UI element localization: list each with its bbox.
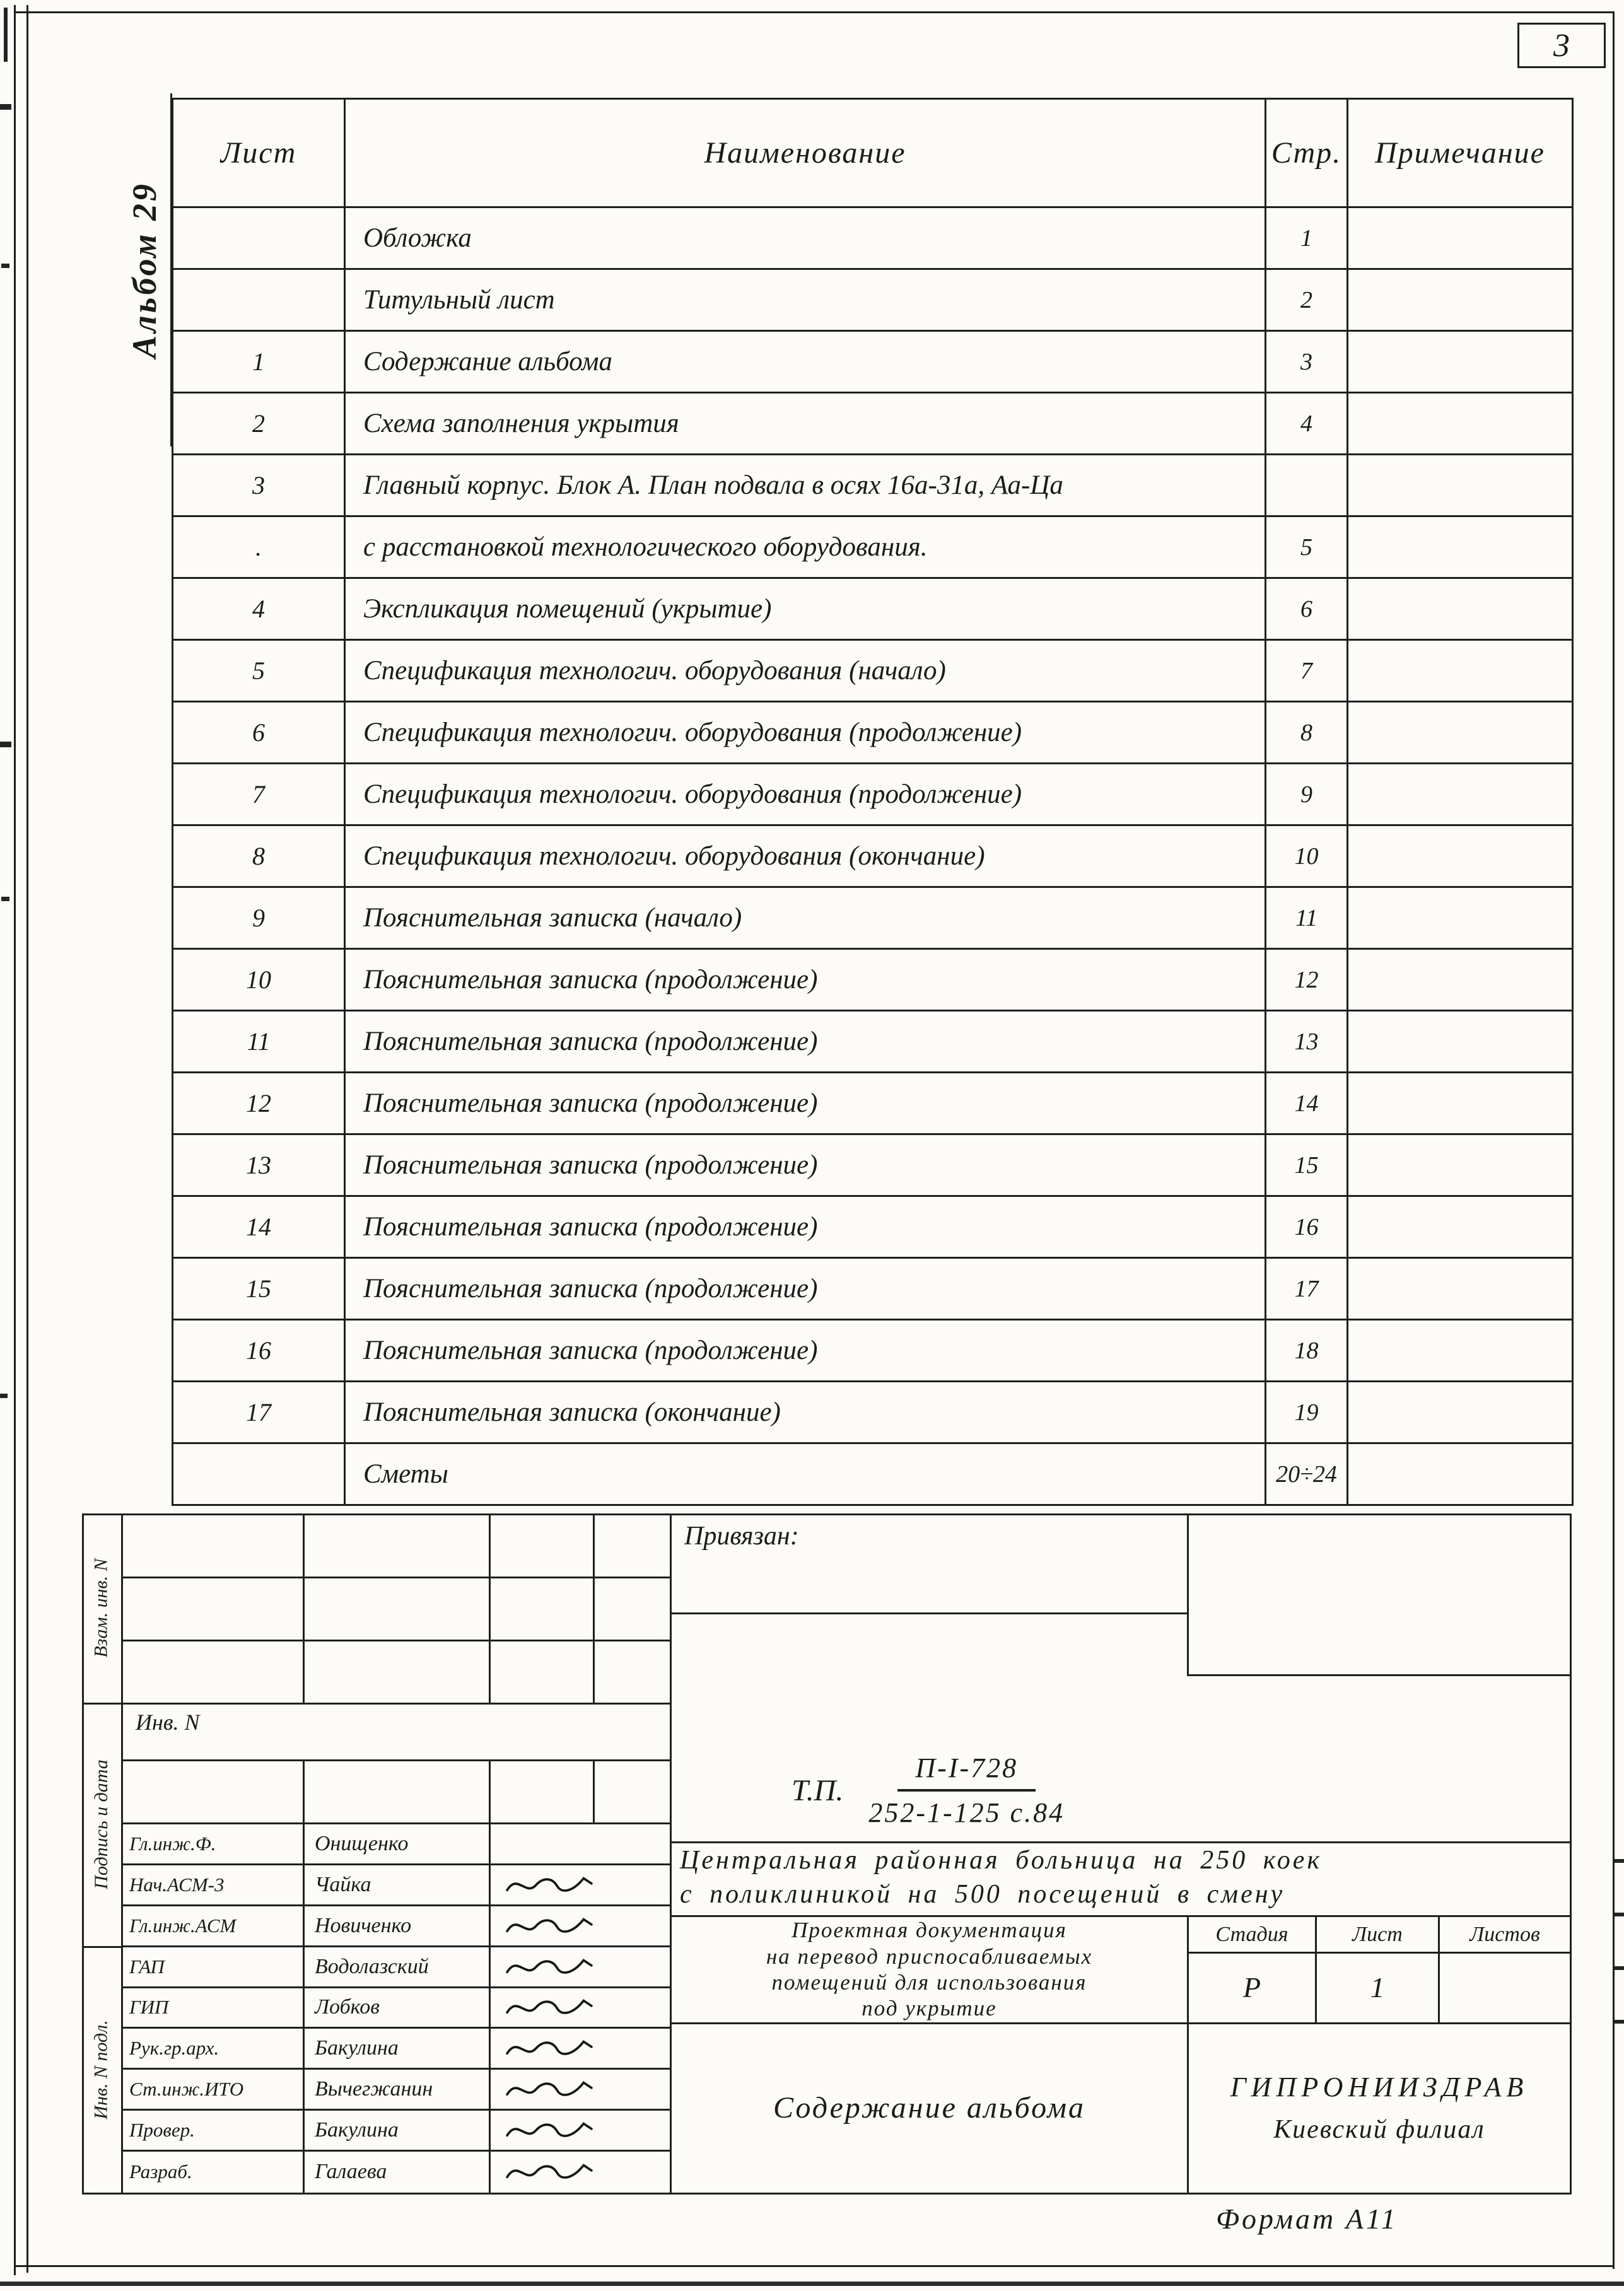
toc-row xyxy=(173,887,1573,949)
signature-cell xyxy=(491,2029,670,2068)
tp-label: Т.П. xyxy=(792,1773,844,1807)
frame-left-inner xyxy=(26,5,28,2273)
scan-mark xyxy=(0,1394,8,1398)
divider-line xyxy=(82,1513,1572,1515)
toc-cell-note xyxy=(1348,455,1573,516)
toc-cell-page: 7 xyxy=(1266,640,1348,702)
signature-name: Галаева xyxy=(305,2152,491,2193)
frame-top xyxy=(14,11,1615,13)
toc-row xyxy=(173,702,1573,764)
toc-cell-sheet: 3 xyxy=(173,455,345,516)
tp-denominator: 252-1-125 с.84 xyxy=(868,1797,1065,1828)
divider-line xyxy=(670,1841,1572,1843)
scan-mark xyxy=(1615,1966,1624,1970)
toc-cell-sheet xyxy=(173,207,345,269)
signature-mark-icon xyxy=(502,1952,597,1981)
toc-row xyxy=(173,1011,1573,1073)
signature-role: Гл.инж.Ф. xyxy=(123,1824,305,1863)
scan-mark xyxy=(1615,2020,1624,2024)
side-label-vzam-text: Взам. инв. N xyxy=(91,1558,112,1658)
doc-description-line: под укрытие xyxy=(862,1996,997,2021)
signature-name: Бакулина xyxy=(305,2111,491,2150)
signature-mark-icon xyxy=(502,2157,597,2186)
toc-header-row xyxy=(173,99,1573,207)
signature-row xyxy=(123,1906,670,1947)
signature-role: Нач.АСМ-3 xyxy=(123,1865,305,1904)
toc-row xyxy=(173,393,1573,455)
signature-cell xyxy=(491,1865,670,1904)
page-number-box xyxy=(1517,23,1606,68)
toc-cell-note xyxy=(1348,1196,1573,1258)
toc-cell-note xyxy=(1348,516,1573,578)
signature-name: Водолазский xyxy=(305,1947,491,1986)
signature-cell xyxy=(491,2070,670,2109)
toc-cell-page: 2 xyxy=(1266,269,1348,331)
toc-cell-sheet: 6 xyxy=(173,702,345,764)
toc-header-page: Стр. xyxy=(1266,99,1348,207)
sheets-value xyxy=(1440,1954,1570,2020)
toc-cell-sheet: 11 xyxy=(173,1011,345,1073)
toc-cell-sheet: 10 xyxy=(173,949,345,1011)
toc-cell-sheet: 9 xyxy=(173,887,345,949)
toc-cell-page: 14 xyxy=(1266,1073,1348,1134)
toc-cell-note xyxy=(1348,393,1573,455)
signature-name: Новиченко xyxy=(305,1906,491,1945)
project-title-line2: с поликлиникой на 500 посещений в смену xyxy=(680,1880,1285,1909)
toc-cell-sheet: 17 xyxy=(173,1382,345,1443)
doc-description-line: помещений для использования xyxy=(771,1970,1087,1995)
divider-line xyxy=(489,1759,491,1822)
toc-cell-name: Обложка xyxy=(345,207,1266,269)
toc-row xyxy=(173,1382,1573,1443)
stage-value: Р xyxy=(1242,1971,1261,2003)
toc-cell-name: Спецификация технологич. оборудования (продолжение) xyxy=(345,702,1266,764)
divider-line xyxy=(593,1513,595,1703)
toc-cell-note xyxy=(1348,1011,1573,1073)
divider-line xyxy=(1570,1513,1572,2195)
page-number: 3 xyxy=(1553,27,1570,64)
signature-role: ГАП xyxy=(123,1947,305,1986)
signature-role: Рук.гр.арх. xyxy=(123,2029,305,2068)
frame-bottom xyxy=(14,2265,1615,2267)
toc-row xyxy=(173,455,1573,516)
toc-cell-name: Пояснительная записка (начало) xyxy=(345,887,1266,949)
toc-cell-page: 18 xyxy=(1266,1320,1348,1382)
signature-name: Онищенко xyxy=(305,1824,491,1863)
toc-cell-sheet: 4 xyxy=(173,578,345,640)
toc-cell-note xyxy=(1348,1382,1573,1443)
side-label-podpis xyxy=(82,1703,121,1946)
doc-description xyxy=(672,1918,1187,2020)
toc-row xyxy=(173,764,1573,825)
toc-cell-sheet: 8 xyxy=(173,825,345,887)
sheet-header: Лист xyxy=(1352,1922,1403,1946)
toc-cell-sheet: 5 xyxy=(173,640,345,702)
toc-header-note: Примечание xyxy=(1348,99,1573,207)
toc-body xyxy=(173,207,1573,1505)
toc-cell-page: 3 xyxy=(1266,331,1348,393)
toc-cell-name: Пояснительная записка (продолжение) xyxy=(345,1011,1266,1073)
toc-cell-page: 12 xyxy=(1266,949,1348,1011)
toc-header-sheet: Лист xyxy=(173,99,345,207)
signature-role: ГИП xyxy=(123,1988,305,2027)
toc-cell-note xyxy=(1348,1320,1573,1382)
signature-cell xyxy=(491,2111,670,2150)
toc-cell-name: Пояснительная записка (окончание) xyxy=(345,1382,1266,1443)
toc-cell-page: 9 xyxy=(1266,764,1348,825)
frame-right xyxy=(1613,11,1615,2269)
divider-line xyxy=(1187,1513,1189,1676)
toc-cell-page: 5 xyxy=(1266,516,1348,578)
signature-name: Лобков xyxy=(305,1988,491,2027)
toc-cell-note xyxy=(1348,949,1573,1011)
toc-cell-sheet xyxy=(173,1443,345,1505)
toc-cell-name: Пояснительная записка (продолжение) xyxy=(345,1258,1266,1320)
toc-table xyxy=(172,98,1574,1506)
toc-cell-name: Пояснительная записка (продолжение) xyxy=(345,949,1266,1011)
doc-description-line: Проектная документация xyxy=(792,1918,1067,1943)
toc-cell-sheet: 14 xyxy=(173,1196,345,1258)
toc-row xyxy=(173,207,1573,269)
divider-line xyxy=(670,1612,1187,1614)
toc-cell-name: Сметы xyxy=(345,1443,1266,1505)
toc-cell-note xyxy=(1348,702,1573,764)
side-label-inv-text: Инв. N подл. xyxy=(91,2019,112,2119)
toc-cell-page: 15 xyxy=(1266,1134,1348,1196)
toc-cell-name: Пояснительная записка (продолжение) xyxy=(345,1134,1266,1196)
signature-mark-icon xyxy=(502,1870,597,1899)
divider-line xyxy=(303,1513,305,1703)
signature-role: Провер. xyxy=(123,2111,305,2150)
signature-mark-icon xyxy=(502,2034,597,2063)
signature-role: Ст.инж.ИТО xyxy=(123,2070,305,2109)
toc-cell-name: Пояснительная записка (продолжение) xyxy=(345,1073,1266,1134)
divider-line xyxy=(121,1577,670,1578)
toc-cell-name: Спецификация технологич. оборудования (окончание) xyxy=(345,825,1266,887)
signature-role: Разраб. xyxy=(123,2152,305,2193)
toc-cell-name: Спецификация технологич. оборудования (начало) xyxy=(345,640,1266,702)
toc-cell-page: 13 xyxy=(1266,1011,1348,1073)
side-label-inv xyxy=(82,1946,121,2193)
toc-row xyxy=(173,640,1573,702)
organization-branch: Киевский филиал xyxy=(1273,2114,1485,2144)
signature-mark-icon xyxy=(502,2075,597,2104)
toc-cell-note xyxy=(1348,1258,1573,1320)
signature-row xyxy=(123,2152,670,2193)
scan-mark xyxy=(0,742,11,747)
signature-row xyxy=(123,1824,670,1865)
divider-line xyxy=(1187,1674,1572,1676)
signature-mark-icon xyxy=(502,2116,597,2145)
inv-number-label: Инв. N xyxy=(136,1710,200,1735)
toc-cell-page: 16 xyxy=(1266,1196,1348,1258)
toc-header-name: Наименование xyxy=(345,99,1266,207)
toc-row xyxy=(173,949,1573,1011)
signature-cell xyxy=(491,1988,670,2027)
toc-cell-sheet: 13 xyxy=(173,1134,345,1196)
organization-cell xyxy=(1189,2024,1570,2191)
sheet-value: 1 xyxy=(1370,1971,1385,2003)
scan-edge xyxy=(0,2282,1624,2286)
divider-line xyxy=(121,1640,670,1641)
scan-mark xyxy=(4,8,8,62)
scan-mark xyxy=(1615,1859,1624,1863)
signature-mark-icon xyxy=(502,1911,597,1940)
sheets-header: Листов xyxy=(1469,1922,1540,1946)
toc-cell-name: с расстановкой технологического оборудования. xyxy=(345,516,1266,578)
toc-cell-sheet: 1 xyxy=(173,331,345,393)
toc-row xyxy=(173,578,1573,640)
signature-cell xyxy=(491,1947,670,1986)
toc-cell-page: 1 xyxy=(1266,207,1348,269)
toc-row xyxy=(173,1258,1573,1320)
toc-cell-name: Экспликация помещений (укрытие) xyxy=(345,578,1266,640)
toc-row xyxy=(173,269,1573,331)
toc-cell-sheet: 7 xyxy=(173,764,345,825)
toc-row xyxy=(173,1443,1573,1505)
toc-cell-note xyxy=(1348,269,1573,331)
toc-cell-note xyxy=(1348,764,1573,825)
album-label-text: Альбом 29 xyxy=(125,93,172,446)
divider-line xyxy=(303,1759,305,1822)
divider-line xyxy=(121,1759,670,1761)
toc-cell-note xyxy=(1348,825,1573,887)
toc-cell-note xyxy=(1348,1134,1573,1196)
toc-cell-sheet: 15 xyxy=(173,1258,345,1320)
toc-cell-note xyxy=(1348,207,1573,269)
toc-cell-page: 4 xyxy=(1266,393,1348,455)
toc-row xyxy=(173,1134,1573,1196)
signature-mark-icon xyxy=(502,1993,597,2022)
frame-left-outer xyxy=(14,5,16,2275)
divider-line xyxy=(489,1513,491,1703)
toc-cell-page: 20÷24 xyxy=(1266,1443,1348,1505)
toc-row xyxy=(173,1196,1573,1258)
toc-cell-page: 8 xyxy=(1266,702,1348,764)
toc-row xyxy=(173,1073,1573,1134)
toc-cell-name: Пояснительная записка (продолжение) xyxy=(345,1196,1266,1258)
signature-cell xyxy=(491,1824,670,1863)
toc-cell-page: 10 xyxy=(1266,825,1348,887)
toc-cell-sheet: 2 xyxy=(173,393,345,455)
linked-label: Привязан: xyxy=(684,1522,799,1551)
toc-cell-page: 17 xyxy=(1266,1258,1348,1320)
signature-name: Вычегжанин xyxy=(305,2070,491,2109)
toc-row xyxy=(173,331,1573,393)
toc-cell-sheet: . xyxy=(173,516,345,578)
project-title-line1: Центральная районная больница на 250 коек xyxy=(680,1846,1323,1875)
toc-cell-note xyxy=(1348,331,1573,393)
signature-cell xyxy=(491,2152,670,2193)
toc-row xyxy=(173,516,1573,578)
toc-cell-page xyxy=(1266,455,1348,516)
tp-fraction xyxy=(868,1752,1065,1829)
side-label-podpis-text: Подпись и дата xyxy=(91,1759,112,1889)
signature-table xyxy=(123,1824,670,2193)
signature-row xyxy=(123,2029,670,2070)
scan-mark xyxy=(1615,1913,1624,1916)
signature-row xyxy=(123,2070,670,2111)
toc-cell-note xyxy=(1348,578,1573,640)
signature-row xyxy=(123,2111,670,2152)
scan-mark xyxy=(0,104,11,110)
scan-mark xyxy=(1,264,9,268)
toc-row xyxy=(173,1320,1573,1382)
toc-cell-note xyxy=(1348,887,1573,949)
scan-mark xyxy=(1,897,9,901)
signature-row xyxy=(123,1865,670,1906)
toc-cell-name: Пояснительная записка (продолжение) xyxy=(345,1320,1266,1382)
toc-cell-page: 19 xyxy=(1266,1382,1348,1443)
toc-cell-page: 11 xyxy=(1266,887,1348,949)
tp-numerator: П-I-728 xyxy=(897,1752,1036,1792)
toc-cell-name: Главный корпус. Блок А. План подвала в осях 16а-31а, Аа-Ца xyxy=(345,455,1266,516)
type-project-code xyxy=(792,1752,1065,1829)
signature-name: Бакулина xyxy=(305,2029,491,2068)
toc-cell-sheet: 12 xyxy=(173,1073,345,1134)
signature-row xyxy=(123,1947,670,1988)
signature-role: Гл.инж.АСМ xyxy=(123,1906,305,1945)
toc-cell-name: Содержание альбома xyxy=(345,331,1266,393)
toc-cell-sheet: 16 xyxy=(173,1320,345,1382)
toc-row xyxy=(173,825,1573,887)
stage-header: Стадия xyxy=(1215,1922,1288,1946)
toc-cell-note xyxy=(1348,1073,1573,1134)
divider-line xyxy=(82,1703,670,1705)
divider-line xyxy=(593,1759,595,1822)
toc-cell-name: Титульный лист xyxy=(345,269,1266,331)
album-label xyxy=(125,93,172,446)
toc-cell-sheet xyxy=(173,269,345,331)
toc-cell-page: 6 xyxy=(1266,578,1348,640)
doc-title: Содержание альбома xyxy=(773,2090,1085,2125)
toc-cell-note xyxy=(1348,1443,1573,1505)
doc-description-line: на перевод приспосабливаемых xyxy=(766,1944,1093,1969)
signature-row xyxy=(123,1988,670,2029)
signature-name: Чайка xyxy=(305,1865,491,1904)
organization-name: ГИПРОНИИЗДРАВ xyxy=(1230,2071,1529,2102)
toc-cell-name: Спецификация технологич. оборудования (продолжение) xyxy=(345,764,1266,825)
format-label: Формат А11 xyxy=(1216,2203,1398,2235)
side-label-vzam xyxy=(82,1513,121,1703)
toc-cell-name: Схема заполнения укрытия xyxy=(345,393,1266,455)
toc-cell-note xyxy=(1348,640,1573,702)
signature-cell xyxy=(491,1906,670,1945)
divider-line xyxy=(82,2193,1572,2195)
